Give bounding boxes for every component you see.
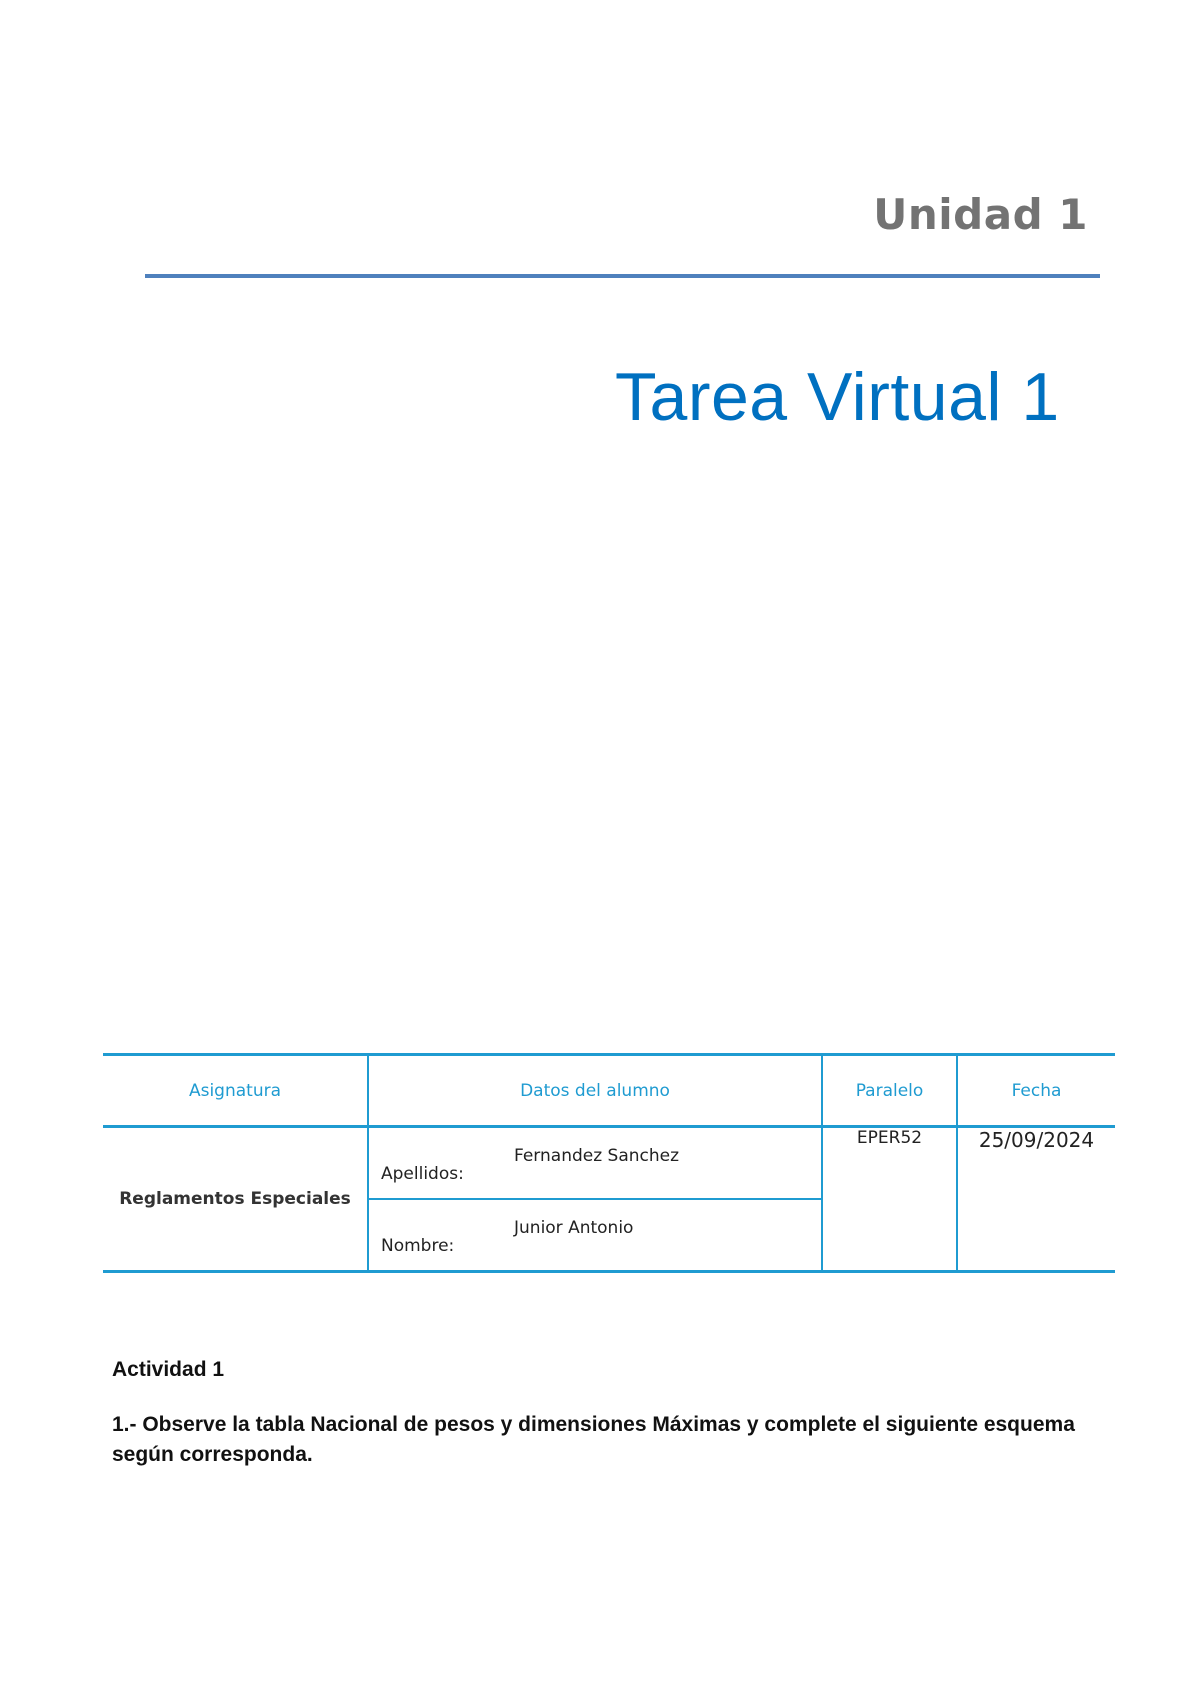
header-rule xyxy=(145,274,1100,278)
header-paralelo: Paralelo xyxy=(822,1055,957,1127)
nombre-label: Nombre: xyxy=(381,1236,455,1256)
student-info-table xyxy=(103,1053,1115,1273)
header-fecha: Fecha xyxy=(957,1055,1115,1127)
activity-instruction: 1.- Observe la tabla Nacional de pesos y dimensiones Máximas y complete el siguiente esquema según corresponda. xyxy=(112,1413,1075,1466)
fecha-value: 25/09/2024 xyxy=(957,1127,1115,1272)
header-datos-alumno: Datos del alumno xyxy=(368,1055,822,1127)
unit-heading: Unidad 1 xyxy=(873,190,1088,239)
table-row xyxy=(103,1127,1115,1272)
nombre-value: Junior Antonio xyxy=(514,1218,634,1238)
apellidos-row xyxy=(369,1128,821,1200)
paralelo-value: EPER52 xyxy=(822,1127,957,1272)
document-title: Tarea Virtual 1 xyxy=(615,359,1060,435)
datos-alumno-cell xyxy=(368,1127,822,1272)
table-header-row xyxy=(103,1055,1115,1127)
activity-title: Actividad 1 xyxy=(112,1358,225,1381)
header-asignatura: Asignatura xyxy=(103,1055,368,1127)
apellidos-label: Apellidos: xyxy=(381,1164,464,1184)
nombre-row xyxy=(369,1200,821,1270)
asignatura-value: Reglamentos Especiales xyxy=(103,1127,368,1272)
apellidos-value: Fernandez Sanchez xyxy=(514,1146,680,1166)
